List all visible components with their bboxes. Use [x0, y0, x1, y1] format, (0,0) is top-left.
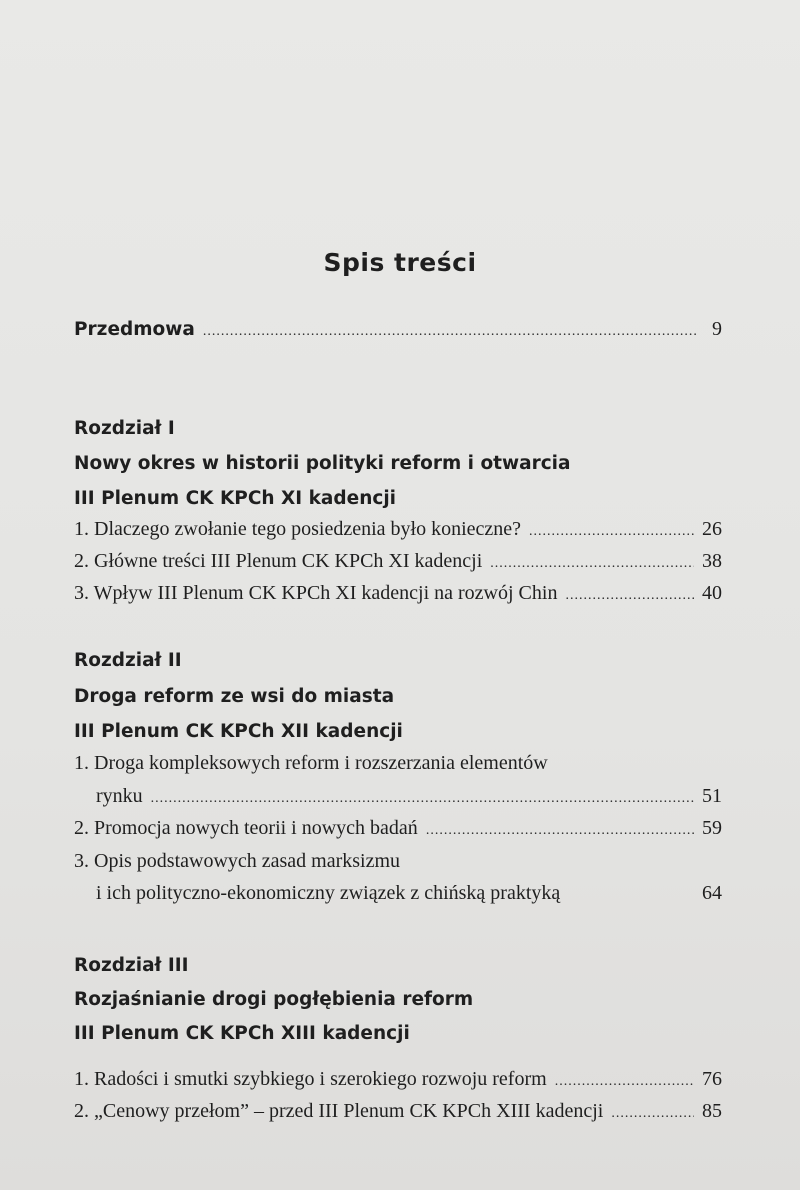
toc-entry-text: 1. Radości i smutki szybkiego i szerokiego rozwoju reform [74, 1068, 547, 1090]
dot-leader [426, 823, 694, 839]
toc-entry-text: 2. Promocja nowych teorii i nowych badań [74, 817, 418, 839]
page-title: Spis treści [323, 248, 477, 277]
toc-entry-text: 2. Główne treści III Plenum CK KPCh XI kadencji [74, 550, 483, 572]
toc-page-number: 9 [712, 318, 722, 340]
toc-page-number: 85 [702, 1100, 722, 1122]
chapter-subtitle: III Plenum CK KPCh XIII kadencji [74, 1023, 410, 1044]
chapter-title: Nowy okres w historii polityki reform i otwarcia [74, 453, 571, 474]
toc-page-number: 38 [702, 550, 722, 572]
toc-entry[interactable] [74, 1068, 722, 1091]
toc-entry[interactable] [74, 817, 722, 840]
dot-leader [203, 324, 696, 340]
dot-leader [490, 556, 694, 572]
dot-leader [555, 1074, 694, 1090]
toc-entry[interactable] [74, 550, 722, 573]
toc-entry-text-continued: rynku [96, 785, 143, 807]
dot-leader [151, 791, 694, 807]
toc-page-number: 26 [702, 518, 722, 540]
toc-entry-text: 1. Dlaczego zwołanie tego posiedzenia było konieczne? [74, 518, 522, 540]
toc-entry-text: 2. „Cenowy przełom” – przed III Plenum CK KPCh XIII kadencji [74, 1100, 604, 1122]
toc-entry[interactable] [74, 1100, 722, 1123]
toc-entry-text[interactable]: 1. Droga kompleksowych reform i rozszerzania elementów [74, 752, 548, 774]
chapter-label: Rozdział I [74, 418, 175, 439]
toc-entry-text: 3. Wpływ III Plenum CK KPCh XI kadencji na rozwój Chin [74, 582, 558, 604]
chapter-label: Rozdział III [74, 955, 189, 976]
chapter-title: Droga reform ze wsi do miasta [74, 686, 395, 707]
toc-entry-text-continued: i ich polityczno-ekonomiczny związek z chińską praktyką [96, 882, 561, 904]
dot-leader [565, 588, 694, 604]
toc-entry-text[interactable]: 3. Opis podstawowych zasad marksizmu [74, 850, 401, 872]
toc-entry[interactable] [74, 582, 722, 605]
dot-leader [611, 1106, 694, 1122]
toc-entry[interactable] [96, 785, 722, 808]
chapter-subtitle: III Plenum CK KPCh XI kadencji [74, 488, 397, 509]
chapter-title: Rozjaśnianie drogi pogłębienia reform [74, 989, 474, 1010]
chapter-subtitle: III Plenum CK KPCh XII kadencji [74, 721, 403, 742]
toc-page-number: 59 [702, 817, 722, 839]
toc-entry-label: Przedmowa [74, 319, 195, 340]
toc-page-number: 76 [702, 1068, 722, 1090]
chapter-label: Rozdział II [74, 650, 182, 671]
dot-leader [529, 524, 694, 540]
toc-page-number: 64 [702, 882, 722, 904]
toc-entry[interactable] [74, 518, 722, 541]
toc-entry[interactable] [96, 882, 722, 905]
toc-page-number: 40 [702, 582, 722, 604]
toc-entry-preface[interactable] [74, 318, 722, 341]
toc-page-number: 51 [702, 785, 722, 807]
